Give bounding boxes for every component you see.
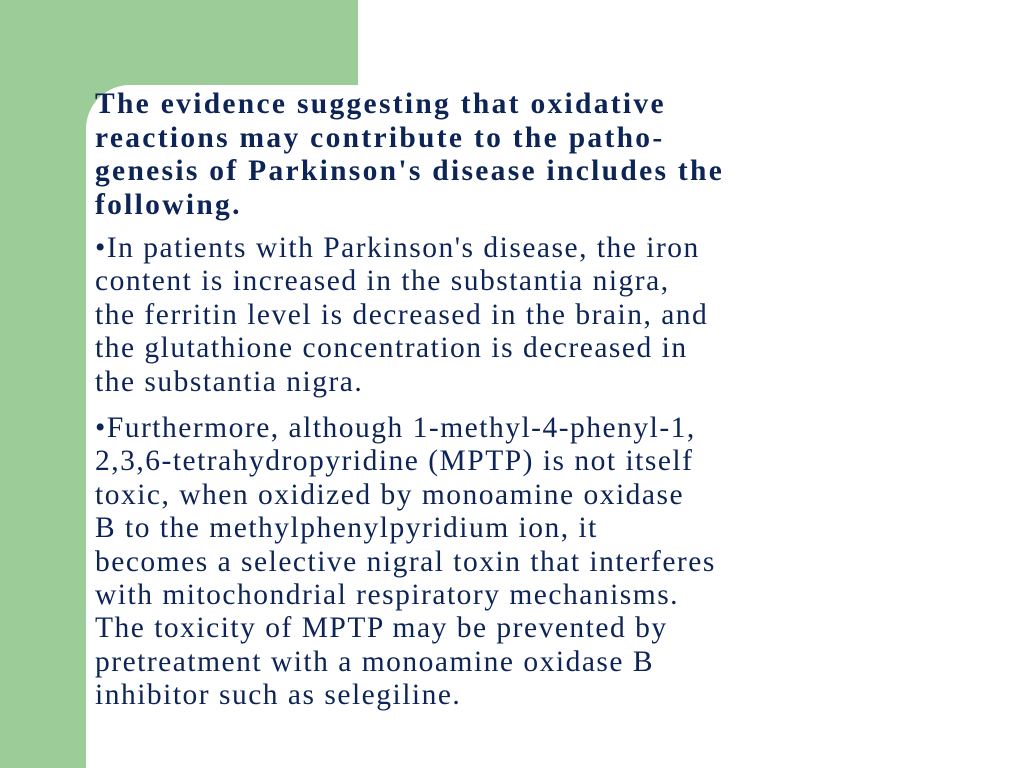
bullet-line: 2,3,6-tetrahydropyridine (MPTP) is not itself [95, 445, 694, 478]
bullet-line: the glutathione concentration is decreased in [95, 332, 688, 365]
slide-content [95, 88, 1010, 726]
bullet-line: pretreatment with a monoamine oxidase B [95, 645, 655, 678]
bullet-line: The toxicity of MPTP may be prevented by [95, 612, 668, 645]
bullet-line: the substantia nigra. [95, 365, 364, 398]
bullet-line: with mitochondrial respiratory mechanisms. [95, 579, 680, 612]
bullet-iron-content [95, 232, 1010, 399]
bullet-line: •In patients with Parkinson's disease, the iron [95, 232, 700, 264]
bullet-mptp [95, 412, 1010, 713]
bullet-line: becomes a selective nigral toxin that interferes [95, 545, 716, 578]
bullet-line: the ferritin level is decreased in the brain, and [95, 298, 709, 331]
slide-heading [95, 88, 1010, 222]
bullet-line: toxic, when oxidized by monoamine oxidase [95, 478, 685, 511]
bullet-line: inhibitor such as selegiline. [95, 679, 462, 712]
bullet-line: B to the methylphenylpyridium ion, it [95, 512, 598, 545]
heading-line: following. [95, 188, 242, 221]
heading-line: The evidence suggesting that oxidative [95, 88, 666, 120]
bullet-line: content is increased in the substantia nigra, [95, 265, 670, 298]
heading-line: reactions may contribute to the patho- [95, 121, 665, 154]
heading-line: genesis of Parkinson's disease includes the [95, 155, 725, 187]
bullet-line: •Furthermore, although 1-methyl-4-phenyl-1, [95, 412, 696, 445]
